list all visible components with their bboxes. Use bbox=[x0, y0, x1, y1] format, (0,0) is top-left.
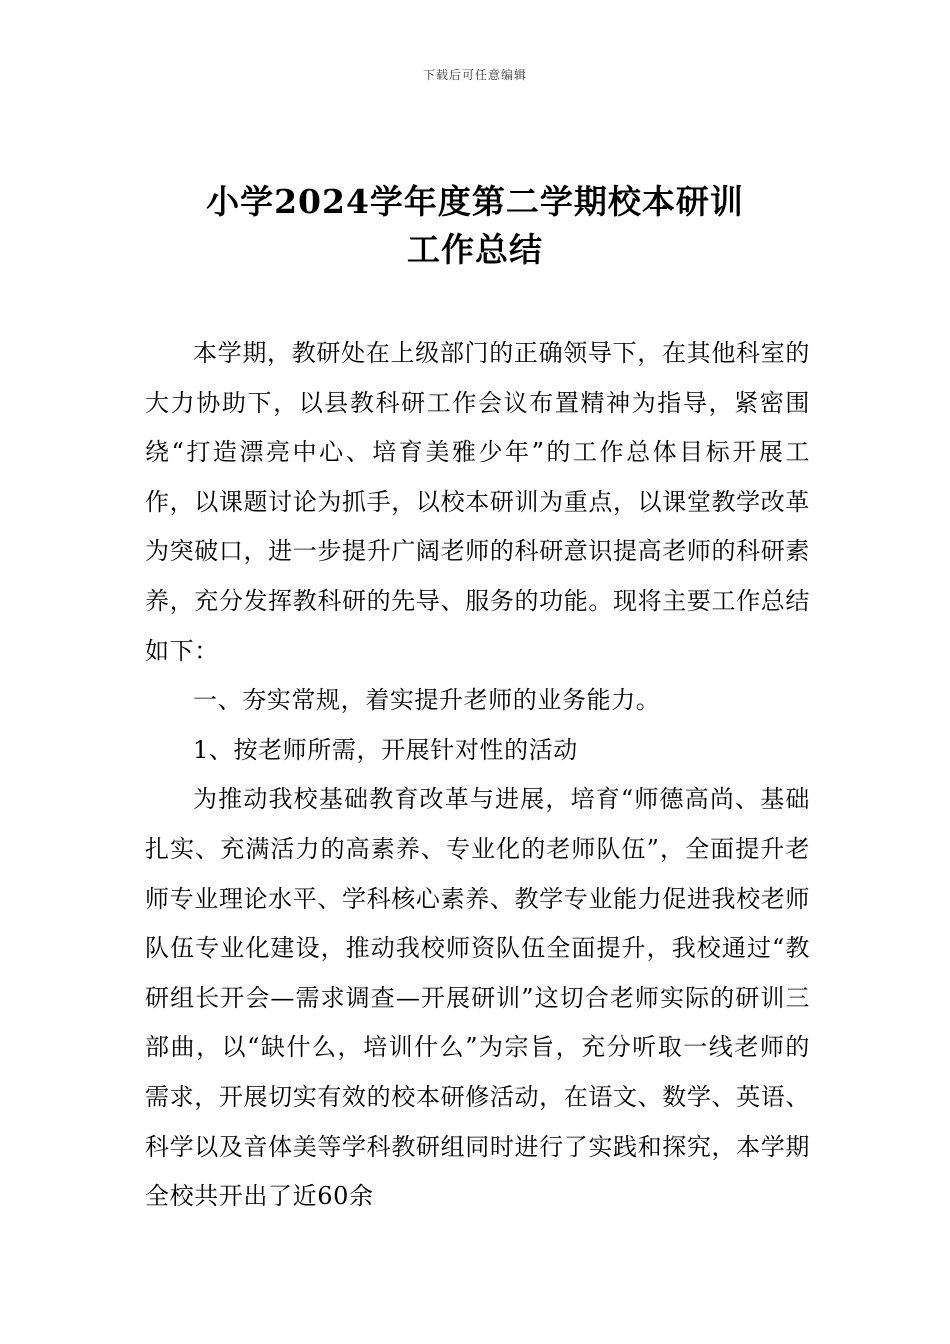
paragraph-subheading: 1、按老师所需，开展针对性的活动 bbox=[193, 735, 578, 764]
title-line-1: 小学2024学年度第二学期校本研训 bbox=[206, 182, 744, 221]
document-body bbox=[145, 329, 810, 1222]
document-title bbox=[0, 178, 950, 274]
paragraph-body: 为推动我校基础教育改革与进展，培育“师德高尚、基础扎实、充满活力的高素养、专业化的老师队伍”，全面提升老师专业理论水平、学科核心素养、教学专业能力促进我校老师队伍专业化建设，推动我校师资队伍全面提升，我校通过“教研组长开会—需求调查—开展研训”这切合老师实际的研训三部曲，以“缺什么，培训什么”为宗旨，充分听取一线老师的需求，开展切实有效的校本研修活动，在语文、数学、英语、科学以及音体美等学科教研组同时进行了实践和探究，本学期全校共开出了近60余 bbox=[145, 785, 810, 1211]
title-line-2: 工作总结 bbox=[407, 230, 543, 269]
paragraph-intro: 本学期，教研处在上级部门的正确领导下，在其他科室的大力协助下，以县教科研工作会议布置精神为指导，紧密围绕“打造漂亮中心、培育美雅少年”的工作总体目标开展工作，以课题讨论为抓手，以校本研训为重点，以课堂教学改革为突破口，进一步提升广阔老师的科研意识提高老师的科研素养，充分发挥教科研的先导、服务的功能。现将主要工作总结如下： bbox=[145, 339, 810, 665]
paragraph-section-heading: 一、夯实常规，着实提升老师的业务能力。 bbox=[193, 686, 661, 715]
header-note: 下载后可任意编辑 bbox=[422, 68, 527, 82]
